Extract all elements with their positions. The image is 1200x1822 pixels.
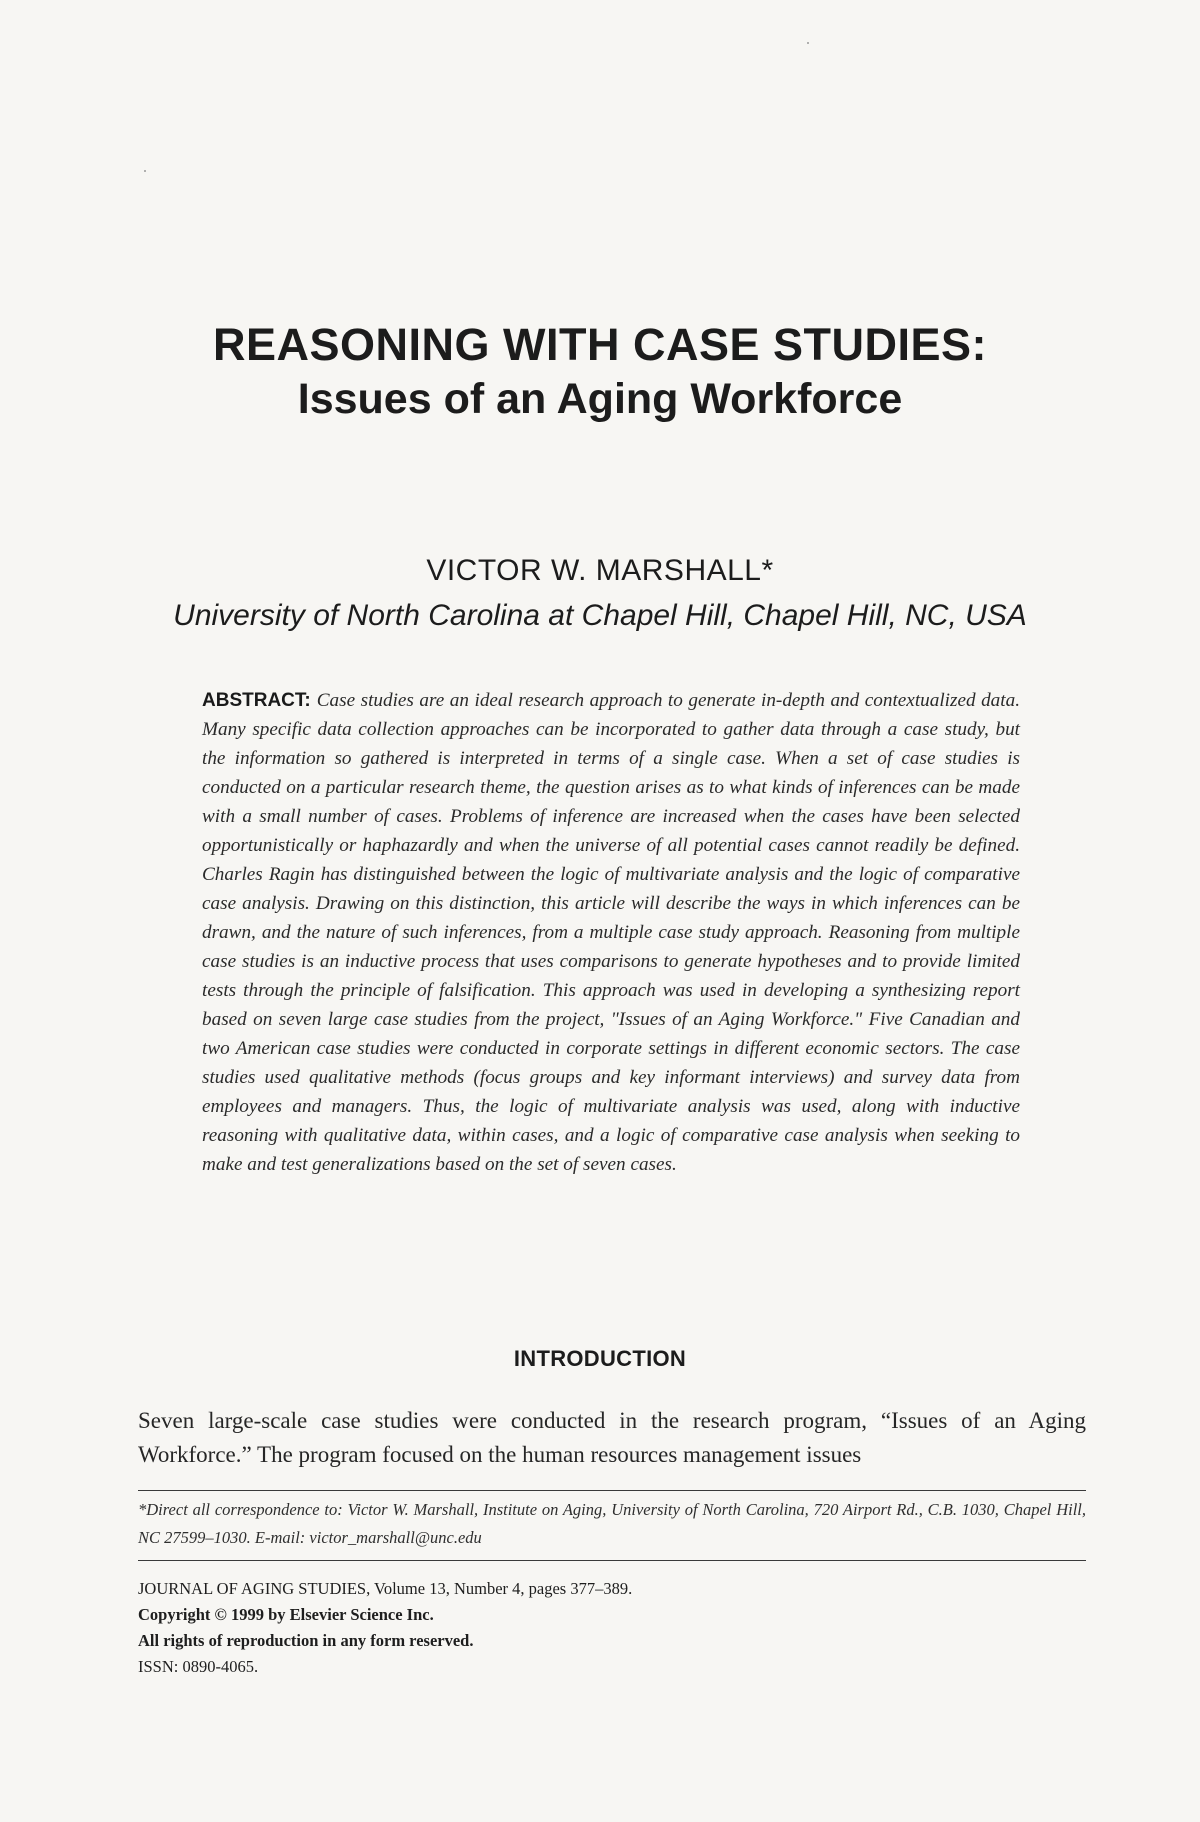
article-title [0,318,1200,426]
scan-speck [807,42,809,44]
journal-divider [138,1560,1086,1561]
author-affiliation: University of North Carolina at Chapel Hill, Chapel Hill, NC, USA [173,599,1027,632]
correspondence-footnote: *Direct all correspondence to: Victor W. Marshall, Institute on Aging, University of North Carolina, 720 Airport Rd., C.B. 1030, Chapel Hill, NC 27599–1030. E-mail: victor_marshall@unc.edu [138,1500,1086,1547]
abstract-label: ABSTRACT: [202,690,311,711]
rights-notice: All rights of reproduction in any form reserved. [138,1631,474,1650]
copyright-notice: Copyright © 1999 by Elsevier Science Inc. [138,1605,434,1624]
section-heading-introduction: INTRODUCTION [513,1346,687,1371]
introduction-paragraph: Seven large-scale case studies were conducted in the research program, “Issues of an Aging Workforce.” The program focused on the human resources management issues [138,1408,1086,1467]
issn: ISSN: 0890-4065. [138,1657,259,1676]
footnote-divider [138,1490,1086,1491]
abstract [202,686,1020,1179]
abstract-text: Case studies are an ideal research approach to generate in-depth and contextualized data. Many specific data collection approaches can be incorporated to gather data through a case study, but the information so gathered is interpreted in terms of a single case. When a set of case studies is conducted on a particular research theme, the question arises as to what kinds of inferences can be made with a small number of cases. Problems of inference are increased when the cases have been selected opportunistically or haphazardly and when the universe of all potential cases cannot readily be defined. Charles Ragin has distinguished between the logic of multivariate analysis and the logic of comparative case analysis. Drawing on this distinction, this article will describe the ways in which inferences can be drawn, and the nature of such inferences, from a multiple case study approach. Reasoning from multiple case studies is an inductive process that uses comparisons to generate hypotheses and to provide limited tests through the principle of falsification. This approach was used in developing a synthesizing report based on seven large case studies from the project, "Issues of an Aging Workforce." Five Canadian and two American case studies were conducted in corporate settings in different economic sectors. The case studies used qualitative methods (focus groups and key informant interviews) and survey data from employees and managers. Thus, the logic of multivariate analysis was used, along with inductive reasoning with qualitative data, within cases, and a logic of comparative case analysis when seeking to make and test generalizations based on the set of seven cases. [202,690,1020,1175]
journal-info [138,1576,1086,1680]
author-block [0,551,1200,637]
scan-speck [144,170,146,172]
author-name: VICTOR W. MARSHALL* [426,554,774,587]
title-main: REASONING WITH CASE STUDIES: [212,319,988,370]
journal-citation: JOURNAL OF AGING STUDIES, Volume 13, Number 4, pages 377–389. [138,1579,633,1598]
title-subtitle: Issues of an Aging Workforce [297,375,903,423]
